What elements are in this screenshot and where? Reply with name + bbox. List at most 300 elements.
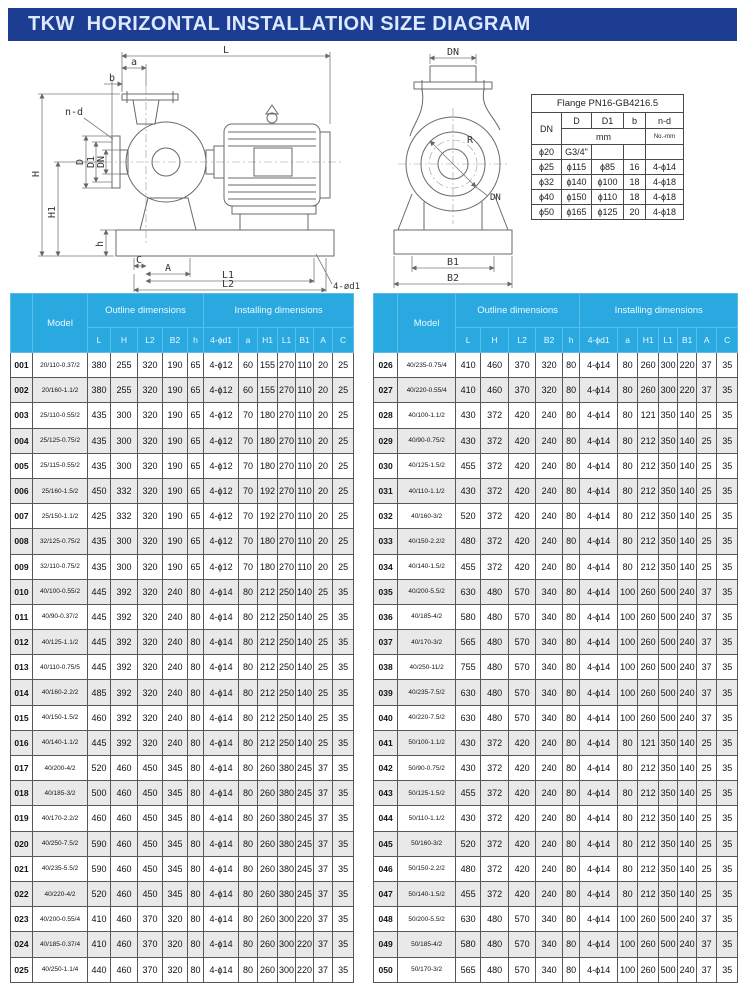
value-cell: 190 [163, 403, 188, 428]
model-cell: 40/185-4/2 [398, 604, 456, 629]
model-cell: 40/150-1.5/2 [33, 705, 88, 730]
installing-dimensions-header: Installing dimensions [580, 294, 738, 328]
value-cell: 80 [563, 554, 580, 579]
row-index-cell: 014 [11, 680, 33, 705]
table-row [374, 529, 738, 554]
value-cell: 25 [314, 655, 333, 680]
value-cell: 270 [278, 403, 296, 428]
col-C: C [333, 328, 354, 353]
dim-label-a: a [130, 57, 138, 68]
value-cell: 110 [296, 353, 314, 378]
flange-unit-mm: mm [562, 129, 646, 145]
value-cell: 100 [618, 957, 638, 982]
value-cell: 460 [88, 806, 111, 831]
value-cell: 320 [138, 655, 163, 680]
value-cell: 350 [659, 478, 678, 503]
value-cell: 4-ϕ14 [646, 160, 684, 175]
value-cell: 570 [509, 907, 536, 932]
value-cell: 480 [481, 604, 509, 629]
value-cell: 190 [163, 353, 188, 378]
value-cell: 500 [659, 579, 678, 604]
col-a: a [239, 328, 258, 353]
value-cell: 80 [563, 353, 580, 378]
value-cell: 372 [481, 756, 509, 781]
value-cell: 35 [333, 705, 354, 730]
row-index-cell: 030 [374, 453, 398, 478]
value-cell: 570 [509, 932, 536, 957]
table-row [11, 403, 354, 428]
value-cell: 192 [258, 504, 278, 529]
value-cell: 4-ϕ14 [204, 781, 239, 806]
dim-label-L2: L2 [221, 279, 235, 290]
value-cell: 80 [563, 403, 580, 428]
value-cell: 35 [333, 655, 354, 680]
value-cell: 255 [111, 378, 138, 403]
value-cell: 16 [624, 160, 646, 175]
value-cell: 240 [536, 730, 563, 755]
value-cell: 320 [138, 504, 163, 529]
value-cell: 240 [678, 579, 697, 604]
row-index-cell: 004 [11, 428, 33, 453]
value-cell: 240 [678, 680, 697, 705]
value-cell: 80 [618, 554, 638, 579]
value-cell: 570 [509, 957, 536, 982]
model-cell: 40/250-1.1/4 [33, 957, 88, 982]
value-cell: 25 [697, 554, 717, 579]
value-cell: 4-ϕ14 [580, 856, 618, 881]
value-cell: 340 [536, 604, 563, 629]
value-cell: 80 [618, 881, 638, 906]
col-B2: B2 [536, 328, 563, 353]
value-cell: 65 [188, 529, 204, 554]
row-index-cell: ϕ25 [532, 160, 562, 175]
value-cell: 70 [239, 504, 258, 529]
value-cell: 240 [163, 730, 188, 755]
value-cell: 37 [697, 579, 717, 604]
value-cell: 332 [111, 478, 138, 503]
value-cell: ϕ110 [592, 190, 624, 205]
table-row [11, 856, 354, 881]
value-cell: 345 [163, 831, 188, 856]
value-cell: 121 [638, 403, 659, 428]
value-cell: 140 [678, 806, 697, 831]
value-cell: 480 [481, 655, 509, 680]
value-cell: 25 [697, 781, 717, 806]
table-row [11, 378, 354, 403]
value-cell: 380 [278, 781, 296, 806]
value-cell: 240 [678, 705, 697, 730]
value-cell: 450 [138, 831, 163, 856]
value-cell: 80 [618, 529, 638, 554]
row-index-cell: 005 [11, 453, 33, 478]
value-cell: 80 [563, 856, 580, 881]
value-cell: 140 [678, 856, 697, 881]
value-cell: 80 [188, 881, 204, 906]
table-row [374, 932, 738, 957]
value-cell: 445 [88, 579, 111, 604]
value-cell: 4-ϕ14 [204, 705, 239, 730]
value-cell: 80 [239, 579, 258, 604]
value-cell: 4-ϕ14 [580, 705, 618, 730]
model-cell: 20/110-0.37/2 [33, 353, 88, 378]
model-cell: 40/90-0.75/2 [398, 428, 456, 453]
value-cell: 370 [509, 353, 536, 378]
value-cell: 180 [258, 403, 278, 428]
row-index-cell: 043 [374, 781, 398, 806]
value-cell: 240 [678, 604, 697, 629]
value-cell: 35 [333, 756, 354, 781]
value-cell: 20 [624, 205, 646, 220]
value-cell: 392 [111, 680, 138, 705]
value-cell: 460 [111, 881, 138, 906]
value-cell: 392 [111, 604, 138, 629]
value-cell: 260 [638, 680, 659, 705]
value-cell: 350 [659, 831, 678, 856]
model-cell: 25/115-0.55/2 [33, 453, 88, 478]
value-cell: 500 [659, 655, 678, 680]
row-index-cell: 050 [374, 957, 398, 982]
value-cell: 80 [618, 478, 638, 503]
col-A: A [314, 328, 333, 353]
value-cell: 520 [88, 756, 111, 781]
value-cell [592, 145, 624, 160]
value-cell: 25 [314, 579, 333, 604]
value-cell: 35 [717, 655, 738, 680]
table-row [11, 756, 354, 781]
value-cell: 140 [678, 730, 697, 755]
value-cell: 420 [509, 781, 536, 806]
value-cell: 180 [258, 529, 278, 554]
value-cell: 80 [563, 730, 580, 755]
value-cell: 20 [314, 428, 333, 453]
value-cell: 212 [258, 680, 278, 705]
table-row [11, 957, 354, 982]
value-cell: 80 [239, 881, 258, 906]
value-cell: 140 [678, 554, 697, 579]
value-cell: 35 [333, 604, 354, 629]
value-cell: 300 [278, 932, 296, 957]
value-cell: 80 [618, 856, 638, 881]
value-cell: 320 [138, 453, 163, 478]
value-cell: 70 [239, 403, 258, 428]
row-index-cell: 003 [11, 403, 33, 428]
value-cell: 300 [111, 428, 138, 453]
table-row [374, 630, 738, 655]
value-cell: 35 [717, 529, 738, 554]
value-cell: 25 [333, 428, 354, 453]
value-cell: 80 [563, 453, 580, 478]
value-cell: 420 [509, 403, 536, 428]
value-cell: 380 [278, 881, 296, 906]
value-cell: 500 [659, 932, 678, 957]
value-cell: 220 [296, 932, 314, 957]
value-cell: 320 [536, 378, 563, 403]
value-cell: 4-ϕ12 [204, 378, 239, 403]
value-cell: 140 [678, 403, 697, 428]
value-cell: 300 [278, 957, 296, 982]
row-index-cell: 012 [11, 630, 33, 655]
value-cell: 212 [638, 504, 659, 529]
value-cell: 260 [258, 957, 278, 982]
value-cell: 630 [456, 907, 481, 932]
table-row [374, 378, 738, 403]
model-cell: 40/160-3/2 [398, 504, 456, 529]
value-cell: 60 [239, 353, 258, 378]
table-row [11, 680, 354, 705]
value-cell: 570 [509, 579, 536, 604]
value-cell: 450 [138, 806, 163, 831]
value-cell: 392 [111, 655, 138, 680]
value-cell: 37 [697, 957, 717, 982]
value-cell: 80 [188, 680, 204, 705]
value-cell: 37 [314, 907, 333, 932]
value-cell: 4-ϕ14 [580, 403, 618, 428]
value-cell: 80 [188, 806, 204, 831]
row-index-cell: 039 [374, 680, 398, 705]
row-index-cell: 045 [374, 831, 398, 856]
flange-unit-nd: No.-mm [646, 129, 684, 145]
page-title: TKW HORIZONTAL INSTALLATION SIZE DIAGRAM [28, 13, 531, 35]
value-cell: 37 [314, 881, 333, 906]
value-cell: 420 [509, 529, 536, 554]
value-cell: 37 [697, 378, 717, 403]
value-cell: 35 [333, 856, 354, 881]
value-cell: 4-ϕ14 [580, 881, 618, 906]
value-cell: 100 [618, 604, 638, 629]
value-cell: 245 [296, 806, 314, 831]
value-cell: 140 [678, 529, 697, 554]
model-cell: 40/160-2.2/2 [33, 680, 88, 705]
value-cell: 35 [333, 932, 354, 957]
value-cell: 80 [188, 907, 204, 932]
value-cell: 140 [296, 680, 314, 705]
value-cell: 35 [717, 680, 738, 705]
value-cell: 460 [111, 806, 138, 831]
value-cell: 35 [717, 403, 738, 428]
value-cell: 245 [296, 781, 314, 806]
value-cell: 4-ϕ14 [580, 529, 618, 554]
model-cell: 40/185-3/2 [33, 781, 88, 806]
value-cell: 70 [239, 453, 258, 478]
model-cell: 25/125-0.75/2 [33, 428, 88, 453]
row-index-cell: ϕ32 [532, 175, 562, 190]
value-cell: 70 [239, 428, 258, 453]
table-row [374, 353, 738, 378]
value-cell: 80 [188, 655, 204, 680]
value-cell: 500 [88, 781, 111, 806]
value-cell: 4-ϕ14 [204, 932, 239, 957]
value-cell: 340 [536, 957, 563, 982]
value-cell: 4-ϕ12 [204, 529, 239, 554]
value-cell: 80 [239, 756, 258, 781]
value-cell: 435 [88, 403, 111, 428]
value-cell: 110 [296, 403, 314, 428]
value-cell: 240 [536, 529, 563, 554]
value-cell: 320 [138, 478, 163, 503]
value-cell: 260 [638, 604, 659, 629]
value-cell: 220 [296, 957, 314, 982]
row-index-cell: 018 [11, 781, 33, 806]
value-cell: 380 [278, 756, 296, 781]
value-cell: 140 [678, 756, 697, 781]
value-cell: 245 [296, 831, 314, 856]
value-cell: 260 [258, 806, 278, 831]
value-cell: 345 [163, 781, 188, 806]
value-cell: 80 [563, 756, 580, 781]
value-cell: 240 [678, 932, 697, 957]
value-cell: 4-ϕ12 [204, 504, 239, 529]
value-cell: 460 [88, 705, 111, 730]
value-cell: 212 [258, 604, 278, 629]
value-cell: 4-ϕ14 [204, 831, 239, 856]
value-cell: 80 [563, 378, 580, 403]
dim-label-C: C [135, 255, 143, 266]
table-row [532, 205, 684, 220]
col-A: A [697, 328, 717, 353]
row-index-cell: 047 [374, 881, 398, 906]
value-cell: 260 [638, 579, 659, 604]
value-cell: 320 [163, 932, 188, 957]
value-cell: 18 [624, 190, 646, 205]
row-index-cell: 040 [374, 705, 398, 730]
row-index-cell: 033 [374, 529, 398, 554]
value-cell: 190 [163, 529, 188, 554]
value-cell: 4-ϕ14 [204, 806, 239, 831]
value-cell: 80 [618, 831, 638, 856]
value-cell: 35 [333, 781, 354, 806]
value-cell: 240 [678, 655, 697, 680]
value-cell: 250 [278, 579, 296, 604]
value-cell: 250 [278, 730, 296, 755]
value-cell: 270 [278, 529, 296, 554]
value-cell: 25 [314, 680, 333, 705]
col-4d1: 4-ϕd1 [580, 328, 618, 353]
value-cell: 25 [697, 756, 717, 781]
value-cell: 35 [717, 428, 738, 453]
value-cell: 140 [296, 630, 314, 655]
value-cell: 80 [563, 529, 580, 554]
row-index-cell: 023 [11, 907, 33, 932]
value-cell: 80 [188, 831, 204, 856]
row-index-cell: 009 [11, 554, 33, 579]
dim-label-4-d1: 4-ød1 [333, 282, 361, 292]
value-cell: 35 [717, 932, 738, 957]
value-cell: 270 [278, 478, 296, 503]
value-cell: 4-ϕ14 [580, 378, 618, 403]
value-cell: 110 [296, 529, 314, 554]
value-cell: 35 [333, 630, 354, 655]
value-cell: 80 [618, 781, 638, 806]
value-cell: 430 [456, 806, 481, 831]
value-cell: 80 [239, 806, 258, 831]
value-cell: 240 [678, 907, 697, 932]
row-index-cell: 036 [374, 604, 398, 629]
value-cell: 80 [239, 730, 258, 755]
value-cell: 300 [278, 907, 296, 932]
value-cell: 270 [278, 504, 296, 529]
value-cell: 100 [618, 932, 638, 957]
value-cell: 80 [239, 680, 258, 705]
row-index-cell: 035 [374, 579, 398, 604]
value-cell: 480 [481, 957, 509, 982]
value-cell: 260 [258, 831, 278, 856]
value-cell: 80 [563, 957, 580, 982]
value-cell: 121 [638, 730, 659, 755]
value-cell: 65 [188, 353, 204, 378]
dimension-tables [10, 293, 737, 983]
value-cell: 340 [536, 655, 563, 680]
value-cell: 380 [88, 378, 111, 403]
value-cell: 240 [536, 428, 563, 453]
value-cell: 35 [717, 604, 738, 629]
value-cell: 250 [278, 655, 296, 680]
value-cell: 245 [296, 856, 314, 881]
value-cell: 190 [163, 428, 188, 453]
value-cell: 110 [296, 478, 314, 503]
model-cell: 40/170-3/2 [398, 630, 456, 655]
value-cell: 270 [278, 378, 296, 403]
value-cell: 212 [638, 428, 659, 453]
value-cell: 370 [138, 957, 163, 982]
value-cell: 350 [659, 756, 678, 781]
value-cell: 460 [111, 831, 138, 856]
value-cell: 350 [659, 781, 678, 806]
dim-label-B2: B2 [446, 273, 460, 284]
value-cell: 20 [314, 554, 333, 579]
value-cell: 260 [258, 856, 278, 881]
table-row [374, 680, 738, 705]
value-cell: 18 [624, 175, 646, 190]
model-cell: 40/220-4/2 [33, 881, 88, 906]
row-index-cell: 026 [374, 353, 398, 378]
value-cell: 500 [659, 705, 678, 730]
row-index-cell: 042 [374, 756, 398, 781]
flange-col-D: D [562, 113, 592, 129]
table-row [11, 806, 354, 831]
value-cell: 420 [509, 453, 536, 478]
row-index-cell: 027 [374, 378, 398, 403]
value-cell: 37 [314, 932, 333, 957]
value-cell: 190 [163, 453, 188, 478]
value-cell: ϕ85 [592, 160, 624, 175]
outline-dimensions-header: Outline dimensions [456, 294, 580, 328]
model-cell: 50/140-1.5/2 [398, 881, 456, 906]
value-cell: 35 [717, 478, 738, 503]
value-cell: 25 [697, 478, 717, 503]
col-B1: B1 [678, 328, 697, 353]
value-cell: 590 [88, 856, 111, 881]
value-cell: 320 [138, 705, 163, 730]
value-cell: 450 [138, 881, 163, 906]
table-row [374, 856, 738, 881]
value-cell: 35 [717, 781, 738, 806]
value-cell: 4-ϕ14 [204, 579, 239, 604]
value-cell: 340 [536, 630, 563, 655]
row-index-cell: 049 [374, 932, 398, 957]
value-cell: 4-ϕ14 [204, 730, 239, 755]
col-L2: L2 [509, 328, 536, 353]
value-cell: 380 [88, 353, 111, 378]
table-row [374, 453, 738, 478]
pump-front-structure [394, 66, 512, 254]
value-cell [646, 145, 684, 160]
value-cell: 755 [456, 655, 481, 680]
value-cell: 80 [188, 957, 204, 982]
dim-label-B1: B1 [446, 257, 460, 268]
value-cell: 4-ϕ14 [580, 932, 618, 957]
table-row [374, 604, 738, 629]
value-cell: 630 [456, 579, 481, 604]
